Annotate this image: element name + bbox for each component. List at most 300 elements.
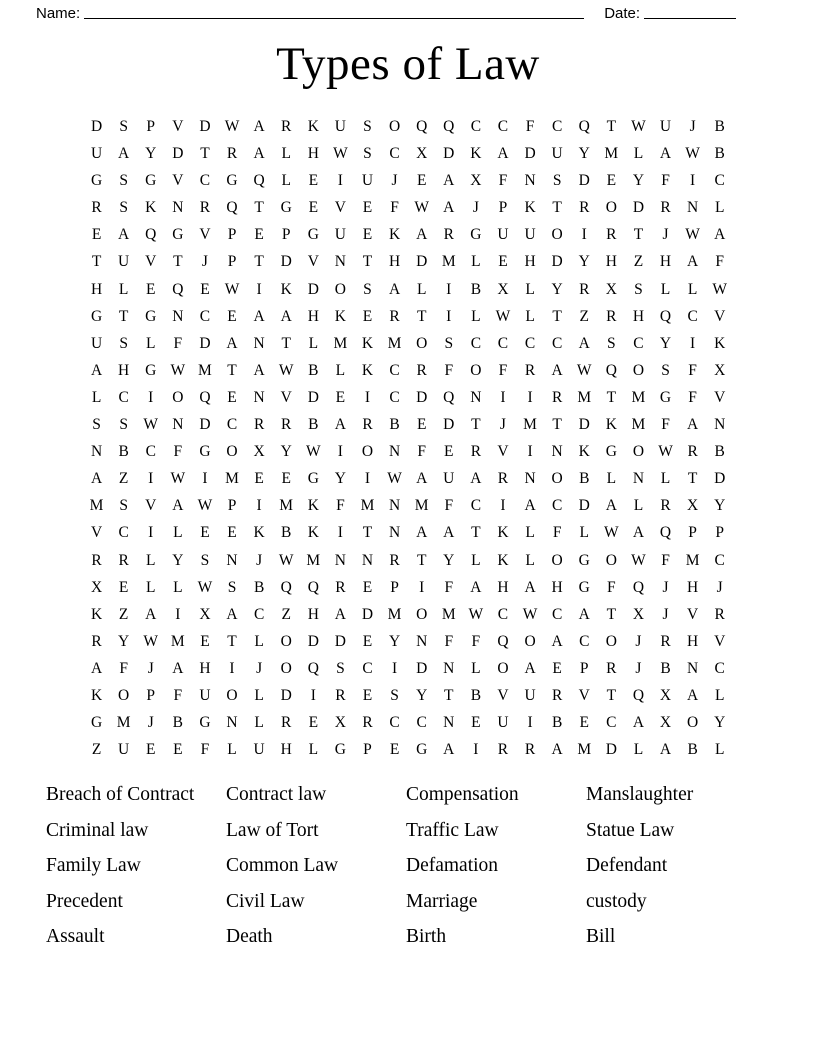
grid-letter[interactable]: C	[470, 497, 482, 515]
grid-letter[interactable]: J	[147, 659, 154, 677]
grid-letter[interactable]: R	[551, 686, 563, 704]
grid-letter[interactable]: L	[118, 280, 129, 298]
grid-letter[interactable]: K	[388, 226, 401, 244]
grid-letter[interactable]: T	[552, 307, 562, 325]
grid-letter[interactable]: T	[471, 416, 481, 434]
grid-letter[interactable]: K	[334, 307, 346, 325]
grid-letter[interactable]: W	[631, 118, 646, 135]
grid-letter[interactable]: G	[578, 578, 590, 596]
grid-letter[interactable]: L	[335, 361, 346, 379]
grid-letter[interactable]: A	[280, 307, 292, 325]
grid-letter[interactable]: F	[498, 172, 508, 190]
grid-letter[interactable]: A	[416, 226, 428, 244]
grid-letter[interactable]: R	[443, 226, 454, 244]
grid-letter[interactable]: E	[308, 714, 319, 732]
grid-letter[interactable]: B	[308, 361, 319, 379]
grid-letter[interactable]: N	[253, 388, 265, 406]
word-list-item[interactable]: custody	[586, 890, 647, 912]
grid-letter[interactable]: A	[470, 470, 482, 488]
grid-letter[interactable]: G	[199, 714, 211, 732]
grid-letter[interactable]: D	[443, 145, 455, 163]
grid-letter[interactable]: N	[443, 714, 455, 732]
grid-letter[interactable]: M	[89, 497, 104, 515]
grid-letter[interactable]: O	[551, 226, 563, 244]
grid-letter[interactable]: J	[635, 659, 642, 677]
grid-letter[interactable]: M	[441, 605, 456, 623]
grid-letter[interactable]: E	[579, 714, 589, 732]
grid-letter[interactable]: A	[226, 605, 238, 623]
grid-letter[interactable]: C	[606, 714, 617, 732]
grid-letter[interactable]: U	[497, 714, 509, 732]
grid-letter[interactable]: N	[388, 497, 401, 515]
grid-letter[interactable]: R	[579, 280, 590, 298]
grid-letter[interactable]: A	[632, 714, 645, 732]
grid-letter[interactable]: B	[281, 524, 292, 542]
grid-letter[interactable]: V	[334, 199, 346, 217]
grid-letter[interactable]: R	[281, 416, 292, 434]
grid-letter[interactable]: O	[632, 443, 645, 461]
grid-letter[interactable]: U	[524, 686, 536, 704]
grid-letter[interactable]: M	[306, 551, 321, 569]
grid-letter[interactable]: I	[175, 605, 181, 623]
grid-letter[interactable]: C	[118, 388, 129, 406]
grid-letter[interactable]: D	[334, 632, 346, 650]
grid-letter[interactable]: L	[146, 551, 156, 569]
grid-letter[interactable]: G	[226, 172, 238, 190]
grid-letter[interactable]: S	[119, 497, 128, 515]
word-list-item[interactable]: Bill	[586, 926, 616, 948]
grid-letter[interactable]: S	[363, 280, 372, 298]
grid-letter[interactable]: I	[337, 443, 343, 461]
grid-letter[interactable]: Q	[280, 578, 292, 596]
grid-letter[interactable]: C	[145, 443, 156, 461]
grid-letter[interactable]: F	[607, 578, 616, 596]
grid-letter[interactable]: Z	[633, 253, 644, 271]
grid-letter[interactable]: L	[254, 632, 264, 650]
grid-letter[interactable]: X	[605, 280, 617, 298]
grid-letter[interactable]: E	[308, 172, 319, 190]
grid-letter[interactable]: T	[444, 686, 454, 704]
grid-letter[interactable]: G	[145, 361, 157, 379]
grid-letter[interactable]: E	[471, 714, 481, 732]
grid-letter[interactable]: A	[524, 659, 536, 677]
grid-letter[interactable]: L	[579, 524, 589, 542]
grid-letter[interactable]: E	[227, 524, 237, 542]
grid-letter[interactable]: A	[524, 497, 536, 515]
grid-letter[interactable]: N	[714, 416, 726, 434]
grid-letter[interactable]: X	[659, 714, 672, 732]
grid-letter[interactable]: H	[307, 145, 319, 163]
grid-letter[interactable]: E	[362, 199, 373, 217]
grid-letter[interactable]: I	[148, 470, 154, 488]
grid-letter[interactable]: L	[525, 551, 535, 569]
grid-letter[interactable]: T	[687, 470, 698, 488]
grid-letter[interactable]: F	[417, 443, 426, 461]
grid-letter[interactable]: S	[119, 199, 128, 217]
grid-letter[interactable]: B	[118, 443, 129, 461]
grid-letter[interactable]: W	[576, 361, 592, 379]
grid-letter[interactable]: L	[606, 470, 617, 488]
grid-letter[interactable]: A	[659, 145, 672, 163]
grid-letter[interactable]: S	[200, 551, 210, 569]
grid-letter[interactable]: Y	[388, 632, 401, 650]
grid-letter[interactable]: K	[90, 686, 103, 704]
grid-letter[interactable]: P	[227, 497, 237, 515]
grid-letter[interactable]: O	[605, 632, 617, 650]
grid-letter[interactable]: C	[551, 605, 563, 623]
grid-letter[interactable]: H	[632, 307, 645, 325]
grid-letter[interactable]: B	[714, 145, 725, 163]
grid-letter[interactable]: N	[90, 443, 103, 461]
grid-letter[interactable]: N	[443, 659, 455, 677]
grid-letter[interactable]: D	[199, 334, 211, 352]
grid-letter[interactable]: A	[605, 497, 617, 515]
grid-letter[interactable]: E	[200, 524, 210, 542]
grid-letter[interactable]: M	[685, 551, 700, 569]
grid-letter[interactable]: X	[497, 280, 509, 298]
grid-letter[interactable]: X	[334, 714, 346, 732]
grid-letter[interactable]: L	[660, 280, 671, 298]
grid-letter[interactable]: D	[524, 145, 536, 163]
grid-letter[interactable]: O	[226, 443, 238, 461]
grid-letter[interactable]: P	[363, 741, 372, 759]
grid-letter[interactable]: I	[364, 388, 371, 406]
grid-letter[interactable]: F	[173, 443, 183, 461]
grid-letter[interactable]: T	[362, 253, 373, 271]
grid-letter[interactable]: S	[552, 172, 562, 190]
grid-letter[interactable]: V	[497, 686, 509, 704]
grid-letter[interactable]: Q	[172, 280, 184, 298]
grid-letter[interactable]: A	[551, 741, 563, 759]
grid-letter[interactable]: T	[606, 118, 617, 135]
grid-letter[interactable]: I	[256, 497, 262, 515]
grid-letter[interactable]: N	[388, 524, 401, 542]
grid-letter[interactable]: Q	[443, 388, 455, 406]
grid-letter[interactable]: Z	[579, 307, 589, 325]
grid-letter[interactable]: Z	[118, 470, 129, 488]
grid-letter[interactable]: S	[634, 280, 643, 298]
grid-letter[interactable]: A	[334, 416, 346, 434]
grid-letter[interactable]: A	[551, 361, 563, 379]
grid-letter[interactable]: M	[225, 470, 239, 488]
grid-letter[interactable]: U	[90, 334, 103, 352]
grid-letter[interactable]: N	[388, 443, 401, 461]
grid-letter[interactable]: O	[388, 118, 401, 135]
grid-letter[interactable]: O	[605, 551, 617, 569]
grid-letter[interactable]: M	[170, 632, 185, 650]
grid-letter[interactable]: S	[363, 145, 372, 163]
grid-letter[interactable]: L	[91, 388, 102, 406]
grid-letter[interactable]: W	[197, 497, 213, 515]
grid-letter[interactable]: W	[631, 551, 646, 569]
grid-letter[interactable]: X	[714, 361, 726, 379]
grid-letter[interactable]: R	[660, 199, 671, 217]
date-write-in-line[interactable]	[644, 7, 736, 19]
grid-letter[interactable]: R	[660, 497, 671, 515]
grid-letter[interactable]: D	[307, 280, 319, 298]
grid-letter[interactable]: K	[361, 334, 374, 352]
word-list-item[interactable]: Civil Law	[226, 890, 305, 912]
grid-letter[interactable]: R	[551, 388, 563, 406]
grid-letter[interactable]: R	[606, 226, 617, 244]
grid-letter[interactable]: Y	[118, 632, 130, 650]
grid-letter[interactable]: R	[389, 307, 400, 325]
grid-letter[interactable]: Q	[659, 307, 672, 325]
grid-letter[interactable]: E	[552, 659, 562, 677]
grid-letter[interactable]: D	[280, 686, 292, 704]
grid-letter[interactable]: L	[254, 686, 264, 704]
grid-letter[interactable]: L	[146, 578, 156, 596]
grid-letter[interactable]: Y	[172, 551, 184, 569]
grid-letter[interactable]: R	[606, 659, 617, 677]
grid-letter[interactable]: F	[336, 497, 345, 515]
grid-letter[interactable]: W	[170, 361, 186, 379]
grid-letter[interactable]: L	[416, 280, 427, 298]
grid-letter[interactable]: Y	[334, 470, 346, 488]
grid-letter[interactable]: X	[253, 443, 265, 461]
grid-letter[interactable]: A	[659, 741, 672, 759]
grid-letter[interactable]: E	[173, 741, 183, 759]
grid-letter[interactable]: Q	[659, 524, 672, 542]
grid-letter[interactable]: C	[633, 334, 644, 352]
grid-letter[interactable]: V	[90, 524, 103, 542]
grid-letter[interactable]: D	[90, 118, 103, 135]
grid-letter[interactable]: I	[229, 659, 235, 677]
grid-letter[interactable]: Q	[307, 659, 319, 677]
grid-letter[interactable]: A	[443, 199, 455, 217]
grid-letter[interactable]: I	[148, 524, 154, 542]
grid-letter[interactable]: K	[307, 497, 319, 515]
grid-letter[interactable]: U	[334, 226, 346, 244]
grid-letter[interactable]: Y	[145, 145, 157, 163]
word-list-item[interactable]: Criminal law	[46, 819, 149, 841]
grid-letter[interactable]: A	[497, 145, 509, 163]
grid-letter[interactable]: D	[632, 199, 645, 217]
grid-letter[interactable]: F	[444, 497, 454, 515]
grid-letter[interactable]: U	[90, 145, 103, 163]
grid-letter[interactable]: J	[662, 605, 669, 623]
grid-letter[interactable]: A	[470, 578, 482, 596]
grid-letter[interactable]: N	[361, 551, 374, 569]
grid-letter[interactable]: V	[145, 497, 157, 515]
grid-letter[interactable]: D	[361, 605, 374, 623]
grid-letter[interactable]: T	[606, 388, 617, 406]
grid-letter[interactable]: V	[199, 226, 211, 244]
grid-letter[interactable]: T	[254, 253, 264, 271]
grid-letter[interactable]: V	[578, 686, 590, 704]
grid-letter[interactable]: S	[336, 659, 345, 677]
grid-letter[interactable]: A	[687, 686, 699, 704]
grid-letter[interactable]: R	[714, 605, 725, 623]
grid-letter[interactable]: C	[389, 361, 400, 379]
grid-letter[interactable]: E	[118, 578, 129, 596]
name-write-in-line[interactable]	[84, 7, 584, 19]
grid-letter[interactable]: T	[416, 307, 427, 325]
grid-letter[interactable]: G	[280, 199, 292, 217]
grid-letter[interactable]: G	[172, 226, 184, 244]
grid-letter[interactable]: M	[333, 334, 348, 352]
grid-letter[interactable]: R	[91, 632, 102, 650]
grid-letter[interactable]: C	[470, 334, 482, 352]
grid-letter[interactable]: T	[227, 632, 237, 650]
grid-letter[interactable]: A	[172, 659, 184, 677]
grid-letter[interactable]: F	[661, 172, 670, 190]
grid-letter[interactable]: C	[714, 551, 725, 569]
grid-letter[interactable]: I	[500, 388, 506, 406]
grid-letter[interactable]: H	[90, 280, 103, 298]
grid-letter[interactable]: H	[307, 307, 319, 325]
grid-letter[interactable]: L	[471, 307, 481, 325]
grid-letter[interactable]: H	[687, 632, 699, 650]
word-list-item[interactable]: Defamation	[406, 855, 499, 877]
grid-letter[interactable]: L	[308, 741, 319, 759]
grid-letter[interactable]: Q	[307, 578, 319, 596]
grid-letter[interactable]: T	[416, 551, 427, 569]
grid-letter[interactable]: T	[606, 605, 617, 623]
grid-letter[interactable]: A	[253, 307, 265, 325]
grid-letter[interactable]: H	[497, 578, 509, 596]
grid-letter[interactable]: V	[307, 253, 319, 271]
grid-letter[interactable]: F	[119, 659, 128, 677]
grid-letter[interactable]: W	[468, 605, 484, 623]
grid-letter[interactable]: B	[551, 714, 563, 732]
grid-letter[interactable]: K	[497, 524, 509, 542]
grid-letter[interactable]: S	[661, 361, 670, 379]
grid-letter[interactable]: H	[118, 361, 130, 379]
grid-letter[interactable]: N	[253, 334, 265, 352]
grid-letter[interactable]: S	[92, 416, 101, 434]
grid-letter[interactable]: X	[416, 145, 428, 163]
grid-letter[interactable]: V	[687, 605, 699, 623]
grid-letter[interactable]: E	[200, 632, 210, 650]
grid-letter[interactable]: E	[362, 578, 373, 596]
grid-letter[interactable]: Q	[226, 199, 238, 217]
grid-letter[interactable]: O	[280, 659, 292, 677]
grid-letter[interactable]: B	[470, 280, 482, 298]
grid-letter[interactable]: O	[416, 334, 428, 352]
grid-letter[interactable]: I	[527, 388, 533, 406]
grid-letter[interactable]: J	[201, 253, 208, 271]
grid-letter[interactable]: B	[660, 659, 671, 677]
grid-letter[interactable]: P	[146, 686, 156, 704]
grid-letter[interactable]: F	[200, 741, 210, 759]
grid-letter[interactable]: L	[146, 334, 156, 352]
word-list-item[interactable]: Compensation	[406, 784, 519, 805]
grid-letter[interactable]: G	[659, 388, 672, 406]
grid-letter[interactable]: F	[444, 578, 454, 596]
grid-letter[interactable]: G	[145, 307, 157, 325]
grid-letter[interactable]: X	[470, 172, 482, 190]
grid-letter[interactable]: U	[199, 686, 211, 704]
grid-letter[interactable]: V	[714, 632, 726, 650]
grid-letter[interactable]: E	[416, 416, 427, 434]
grid-letter[interactable]: Y	[714, 497, 726, 515]
grid-letter[interactable]: U	[118, 741, 130, 759]
grid-letter[interactable]: L	[471, 659, 481, 677]
grid-letter[interactable]: K	[524, 199, 536, 217]
grid-letter[interactable]: G	[90, 172, 103, 190]
grid-letter[interactable]: T	[552, 199, 562, 217]
grid-letter[interactable]: A	[226, 334, 238, 352]
grid-letter[interactable]: I	[337, 172, 343, 190]
grid-letter[interactable]: Q	[605, 361, 617, 379]
grid-letter[interactable]: A	[172, 497, 184, 515]
grid-letter[interactable]: L	[471, 551, 481, 569]
grid-letter[interactable]: E	[444, 443, 454, 461]
grid-letter[interactable]: L	[227, 741, 237, 759]
grid-letter[interactable]: A	[253, 118, 265, 135]
grid-letter[interactable]: A	[578, 334, 590, 352]
grid-letter[interactable]: E	[308, 199, 319, 217]
grid-letter[interactable]: T	[606, 686, 617, 704]
grid-letter[interactable]: O	[687, 714, 699, 732]
grid-letter[interactable]: C	[389, 714, 400, 732]
grid-letter[interactable]: W	[333, 145, 348, 163]
grid-letter[interactable]: U	[118, 253, 130, 271]
grid-letter[interactable]: J	[689, 118, 696, 135]
grid-letter[interactable]: D	[551, 253, 563, 271]
grid-letter[interactable]: P	[281, 226, 291, 244]
grid-letter[interactable]: C	[118, 524, 129, 542]
grid-letter[interactable]: N	[524, 172, 536, 190]
grid-letter[interactable]: L	[633, 145, 644, 163]
grid-letter[interactable]: A	[90, 361, 103, 379]
grid-letter[interactable]: C	[714, 172, 725, 190]
grid-letter[interactable]: W	[495, 307, 511, 325]
grid-letter[interactable]: G	[307, 226, 319, 244]
grid-letter[interactable]: G	[307, 470, 319, 488]
grid-letter[interactable]: E	[606, 172, 617, 190]
grid-letter[interactable]: J	[391, 172, 398, 190]
grid-letter[interactable]: O	[551, 551, 563, 569]
grid-letter[interactable]: R	[253, 416, 265, 434]
grid-letter[interactable]: C	[199, 307, 211, 325]
grid-letter[interactable]: P	[688, 524, 697, 542]
grid-letter[interactable]: N	[470, 388, 482, 406]
grid-letter[interactable]: P	[390, 578, 399, 596]
grid-letter[interactable]: D	[605, 741, 617, 759]
grid-letter[interactable]: W	[414, 199, 429, 217]
grid-letter[interactable]: K	[714, 334, 726, 352]
grid-letter[interactable]: I	[148, 388, 154, 406]
word-list-item[interactable]: Common Law	[226, 855, 339, 877]
grid-letter[interactable]: R	[579, 199, 590, 217]
grid-letter[interactable]: E	[146, 741, 156, 759]
grid-letter[interactable]: I	[527, 714, 533, 732]
grid-letter[interactable]: W	[658, 443, 673, 461]
grid-letter[interactable]: C	[389, 145, 400, 163]
grid-letter[interactable]: F	[688, 361, 697, 379]
grid-letter[interactable]: D	[307, 632, 319, 650]
grid-letter[interactable]: F	[661, 416, 670, 434]
grid-letter[interactable]: Q	[253, 172, 265, 190]
grid-letter[interactable]: W	[685, 226, 700, 244]
grid-letter[interactable]: J	[256, 659, 263, 677]
grid-letter[interactable]: T	[633, 226, 644, 244]
grid-letter[interactable]: L	[687, 280, 698, 298]
grid-letter[interactable]: Y	[280, 443, 292, 461]
grid-letter[interactable]: J	[662, 226, 669, 244]
grid-letter[interactable]: R	[335, 578, 346, 596]
grid-letter[interactable]: V	[172, 118, 184, 135]
grid-letter[interactable]: C	[551, 334, 563, 352]
grid-letter[interactable]: R	[606, 307, 617, 325]
grid-letter[interactable]: T	[552, 416, 562, 434]
grid-letter[interactable]: I	[473, 741, 479, 759]
grid-letter[interactable]: R	[281, 714, 292, 732]
grid-letter[interactable]: A	[416, 470, 428, 488]
grid-letter[interactable]: F	[688, 388, 697, 406]
